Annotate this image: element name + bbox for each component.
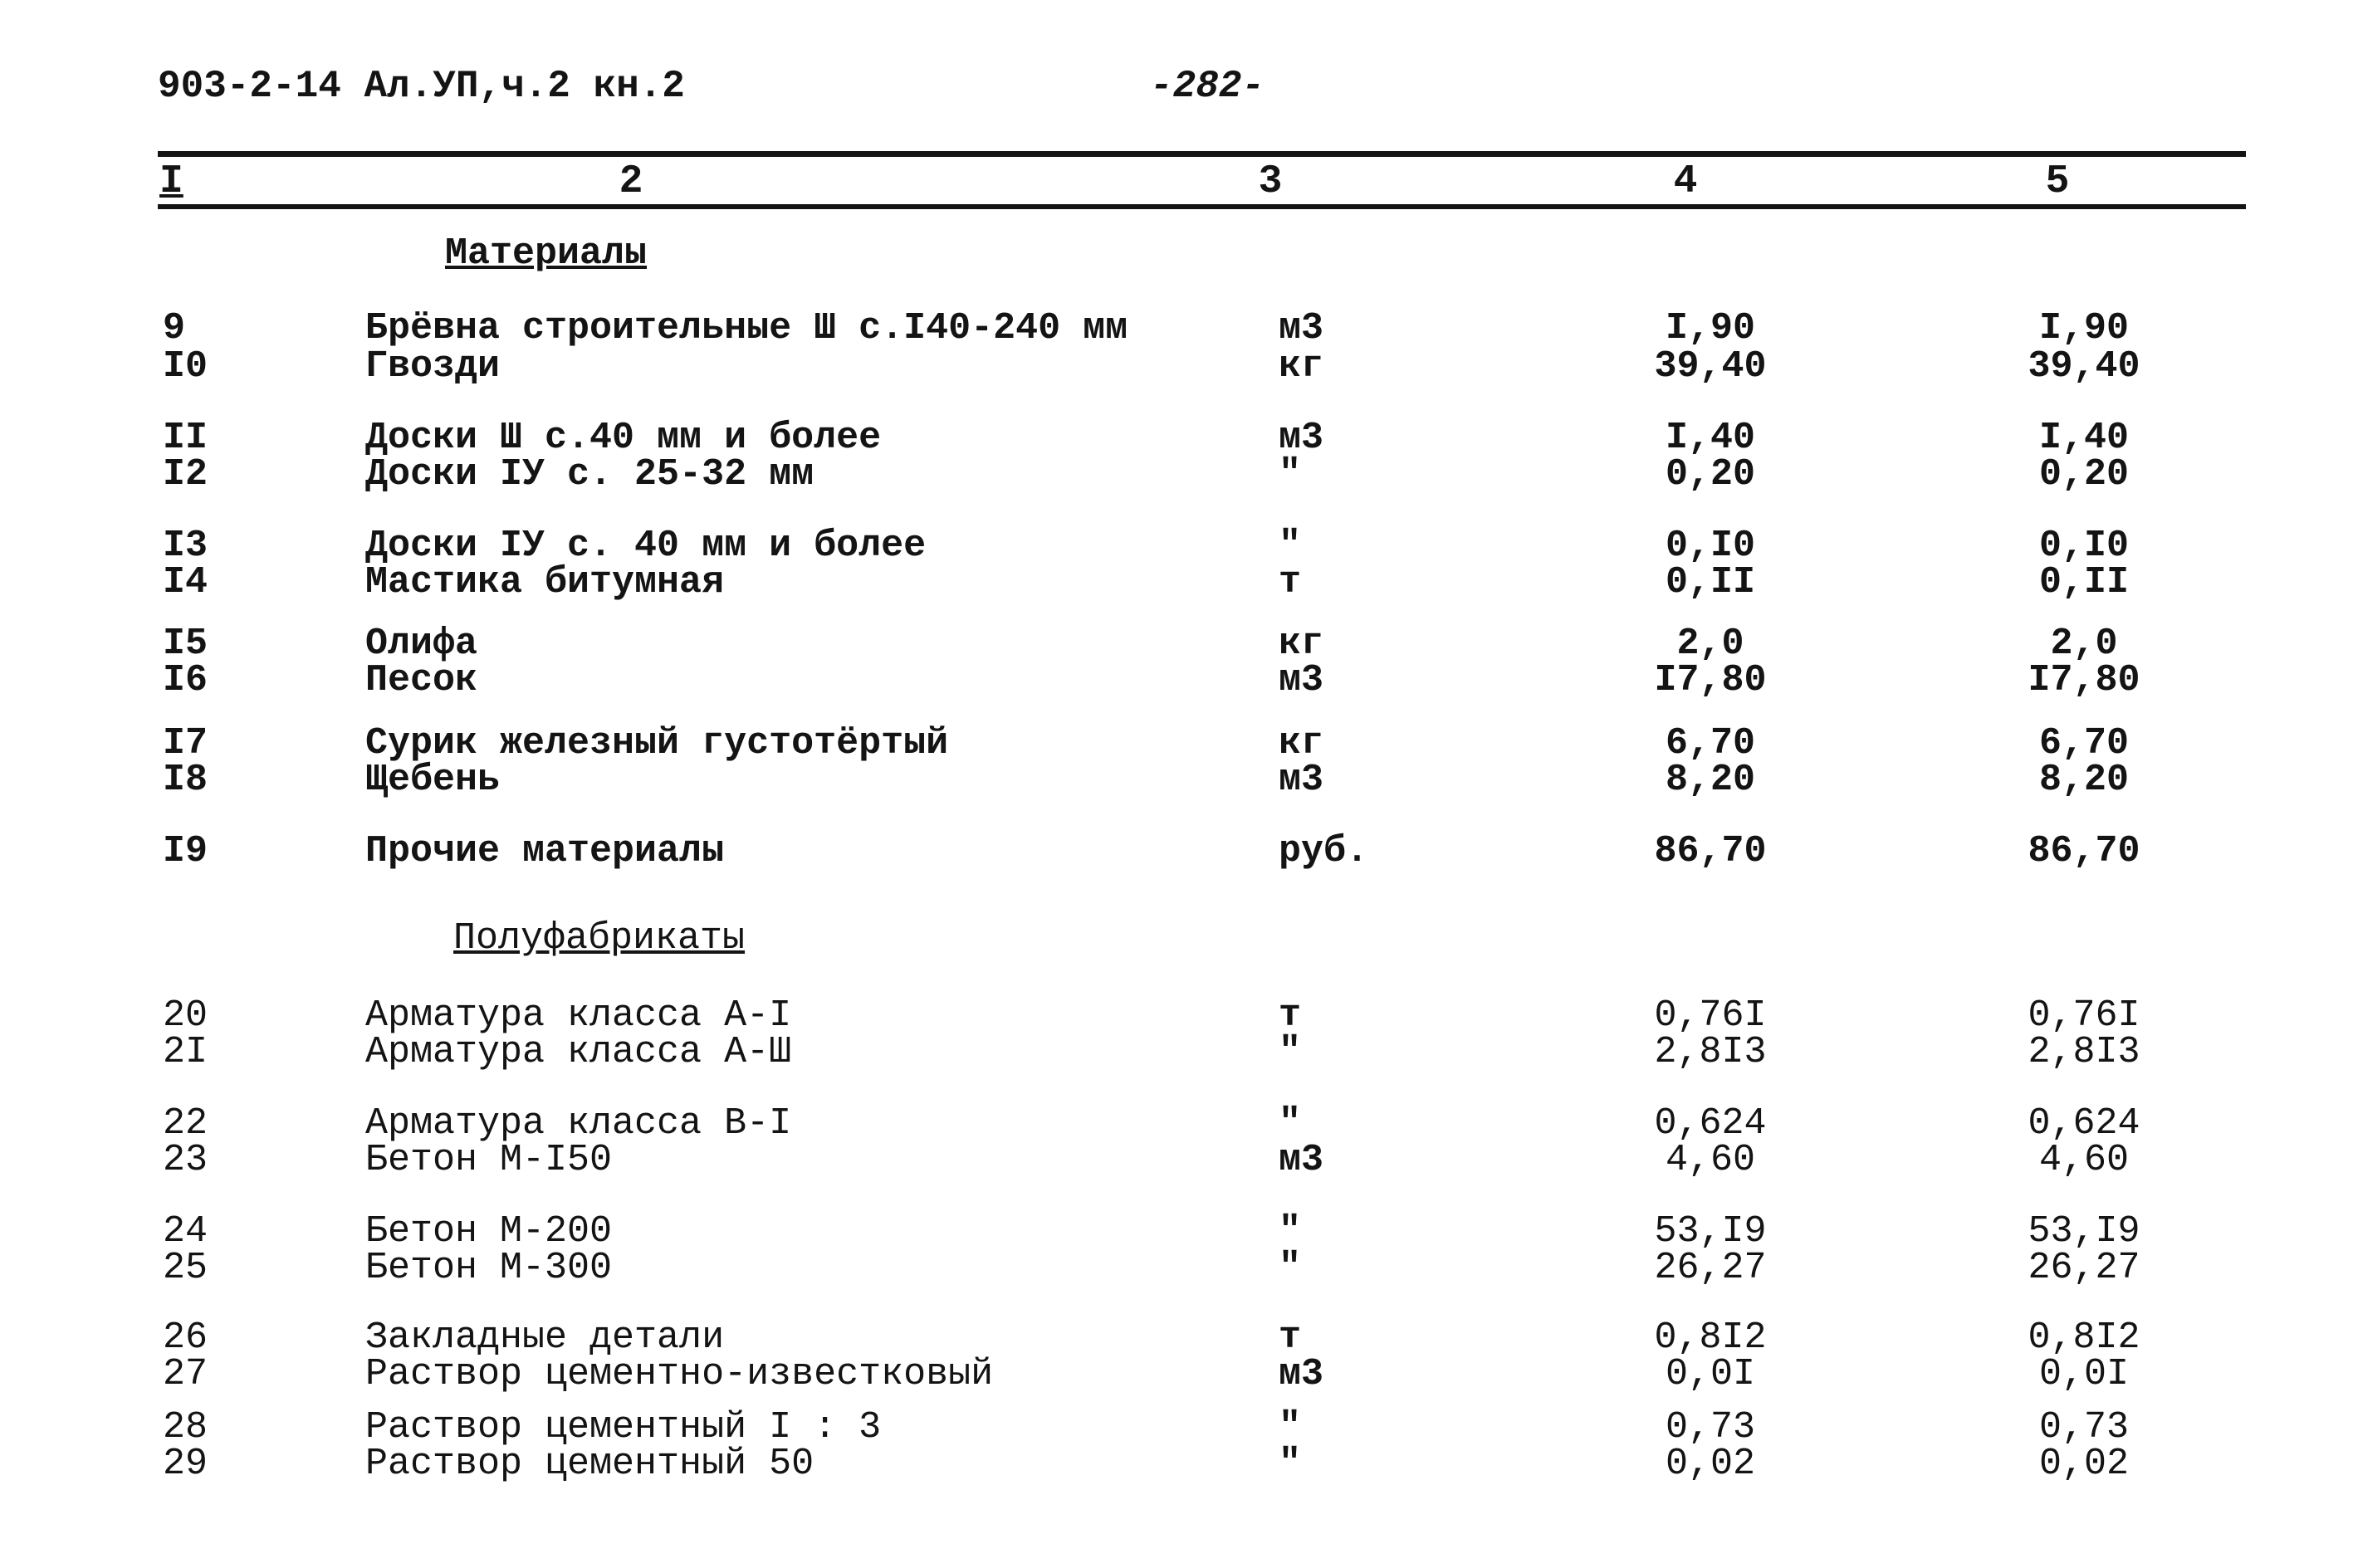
quantity-column-4: 4,60 bbox=[1665, 1139, 1756, 1181]
row-number: 27 bbox=[163, 1353, 208, 1395]
quantity-column-4: 26,27 bbox=[1654, 1247, 1767, 1289]
quantity-column-5: 0,0I bbox=[2038, 1353, 2130, 1395]
quantity-column-5: 0,II bbox=[2038, 561, 2130, 603]
quantity-column-4: 8,20 bbox=[1665, 759, 1756, 801]
table-row bbox=[0, 455, 2353, 495]
quantity-column-5: 4,60 bbox=[2038, 1139, 2130, 1181]
unit-of-measure: т bbox=[1279, 561, 1302, 603]
material-name: Песок bbox=[365, 659, 478, 701]
row-number: 22 bbox=[163, 1102, 208, 1145]
quantity-column-4: 0,II bbox=[1665, 561, 1756, 603]
material-name: Олифа bbox=[365, 623, 478, 665]
table-row bbox=[0, 1444, 2353, 1484]
quantity-column-4: 2,8I3 bbox=[1654, 1031, 1767, 1073]
material-name: Раствор цементный 50 bbox=[365, 1443, 814, 1485]
quantity-column-5: 0,02 bbox=[2038, 1443, 2130, 1485]
quantity-column-5: 6,70 bbox=[2038, 722, 2130, 764]
table-row bbox=[0, 996, 2353, 1036]
unit-of-measure: м3 bbox=[1279, 659, 1324, 701]
row-number: I9 bbox=[163, 830, 208, 872]
row-number: I0 bbox=[163, 345, 208, 388]
table-row bbox=[0, 1212, 2353, 1252]
column-header-4: 4 bbox=[1673, 159, 1698, 204]
table-header-rule bbox=[158, 204, 2246, 209]
table-row bbox=[0, 724, 2353, 764]
row-number: 2I bbox=[163, 1031, 208, 1073]
quantity-column-4: 0,624 bbox=[1654, 1102, 1767, 1145]
quantity-column-4: 0,73 bbox=[1665, 1406, 1756, 1448]
document-reference: 903-2-14 Ал.УП,ч.2 кн.2 bbox=[158, 65, 685, 108]
table-row bbox=[0, 1033, 2353, 1072]
table-row bbox=[0, 418, 2353, 458]
table-row bbox=[0, 1104, 2353, 1144]
row-number: 25 bbox=[163, 1247, 208, 1289]
material-name: Закладные детали bbox=[365, 1316, 725, 1359]
table-row bbox=[0, 832, 2353, 872]
quantity-column-4: 39,40 bbox=[1654, 345, 1767, 388]
material-name: Бетон М-300 bbox=[365, 1247, 613, 1289]
table-row bbox=[0, 1248, 2353, 1288]
quantity-column-4: 0,20 bbox=[1665, 453, 1756, 496]
material-name: Доски IУ с. 40 мм и более bbox=[365, 525, 927, 567]
unit-of-measure: кг bbox=[1279, 722, 1324, 764]
table-row bbox=[0, 1355, 2353, 1395]
unit-of-measure: м3 bbox=[1279, 759, 1324, 801]
table-row bbox=[0, 563, 2353, 603]
quantity-column-5: 2,8I3 bbox=[2028, 1031, 2140, 1073]
material-name: Мастика битумная bbox=[365, 561, 725, 603]
unit-of-measure: т bbox=[1279, 1316, 1302, 1359]
row-number: 26 bbox=[163, 1316, 208, 1359]
material-name: Раствор цементный I : 3 bbox=[365, 1406, 882, 1448]
unit-of-measure: м3 bbox=[1279, 417, 1324, 459]
quantity-column-5: 0,73 bbox=[2038, 1406, 2130, 1448]
quantity-column-4: I,40 bbox=[1665, 417, 1756, 459]
quantity-column-5: 0,I0 bbox=[2038, 525, 2130, 567]
quantity-column-4: 0,8I2 bbox=[1654, 1316, 1767, 1359]
material-name: Сурик железный густотёртый bbox=[365, 722, 949, 764]
column-header-3: 3 bbox=[1258, 159, 1283, 204]
material-name: Прочие материалы bbox=[365, 830, 725, 872]
material-name: Арматура класса А-Ш bbox=[365, 1031, 792, 1073]
quantity-column-5: 0,624 bbox=[2028, 1102, 2140, 1145]
quantity-column-4: 0,0I bbox=[1665, 1353, 1756, 1395]
unit-of-measure: " bbox=[1279, 1406, 1302, 1448]
section-heading-semifinished: Полуфабрикаты bbox=[453, 917, 746, 960]
row-number: I8 bbox=[163, 759, 208, 801]
quantity-column-4: 53,I9 bbox=[1654, 1210, 1767, 1253]
quantity-column-5: 0,20 bbox=[2038, 453, 2130, 496]
material-name: Щебень bbox=[365, 759, 501, 801]
row-number: I5 bbox=[163, 623, 208, 665]
material-name: Брёвна строительные Ш с.I40-240 мм bbox=[365, 307, 1128, 349]
unit-of-measure: " bbox=[1279, 1102, 1302, 1145]
quantity-column-5: I,40 bbox=[2038, 417, 2130, 459]
table-row bbox=[0, 624, 2353, 664]
material-name: Раствор цементно-известковый bbox=[365, 1353, 994, 1395]
quantity-column-5: 26,27 bbox=[2028, 1247, 2140, 1289]
material-name: Доски Ш с.40 мм и более bbox=[365, 417, 882, 459]
quantity-column-5: I,90 bbox=[2038, 307, 2130, 349]
unit-of-measure: м3 bbox=[1279, 1139, 1324, 1181]
table-row bbox=[0, 526, 2353, 566]
unit-of-measure: " bbox=[1279, 453, 1302, 496]
table-row bbox=[0, 760, 2353, 800]
material-name: Гвозди bbox=[365, 345, 501, 388]
unit-of-measure: " bbox=[1279, 1031, 1302, 1073]
quantity-column-4: I7,80 bbox=[1654, 659, 1767, 701]
table-row bbox=[0, 309, 2353, 349]
unit-of-measure: " bbox=[1279, 1210, 1302, 1253]
row-number: 29 bbox=[163, 1443, 208, 1485]
quantity-column-4: 2,0 bbox=[1676, 623, 1744, 665]
quantity-column-5: I7,80 bbox=[2028, 659, 2140, 701]
quantity-column-4: 0,76I bbox=[1654, 994, 1767, 1037]
row-number: I6 bbox=[163, 659, 208, 701]
table-row bbox=[0, 661, 2353, 701]
unit-of-measure: " bbox=[1279, 1247, 1302, 1289]
quantity-column-4: 86,70 bbox=[1654, 830, 1767, 872]
unit-of-measure: " bbox=[1279, 1443, 1302, 1485]
material-name: Арматура класса В-I bbox=[365, 1102, 792, 1145]
material-name: Арматура класса А-I bbox=[365, 994, 792, 1037]
page-number: -282- bbox=[1150, 65, 1265, 108]
column-header-5: 5 bbox=[2045, 159, 2070, 204]
unit-of-measure: м3 bbox=[1279, 1353, 1324, 1395]
quantity-column-5: 0,8I2 bbox=[2028, 1316, 2140, 1359]
quantity-column-5: 2,0 bbox=[2050, 623, 2118, 665]
material-name: Бетон М-I50 bbox=[365, 1139, 613, 1181]
quantity-column-5: 53,I9 bbox=[2028, 1210, 2140, 1253]
column-header-1: I bbox=[159, 159, 183, 204]
row-number: I3 bbox=[163, 525, 208, 567]
row-number: 24 bbox=[163, 1210, 208, 1253]
quantity-column-5: 8,20 bbox=[2038, 759, 2130, 801]
row-number: 23 bbox=[163, 1139, 208, 1181]
table-row bbox=[0, 1408, 2353, 1448]
row-number: II bbox=[163, 417, 208, 459]
quantity-column-4: 6,70 bbox=[1665, 722, 1756, 764]
unit-of-measure: м3 bbox=[1279, 307, 1324, 349]
table-row bbox=[0, 1318, 2353, 1358]
material-name: Доски IУ с. 25-32 мм bbox=[365, 453, 814, 496]
quantity-column-5: 0,76I bbox=[2028, 994, 2140, 1037]
row-number: I4 bbox=[163, 561, 208, 603]
table-top-rule bbox=[158, 151, 2246, 157]
row-number: 9 bbox=[163, 307, 186, 349]
unit-of-measure: " bbox=[1279, 525, 1302, 567]
column-header-2: 2 bbox=[619, 159, 643, 204]
quantity-column-4: 0,02 bbox=[1665, 1443, 1756, 1485]
unit-of-measure: руб. bbox=[1279, 830, 1369, 872]
unit-of-measure: кг bbox=[1279, 345, 1324, 388]
section-heading-materials: Материалы bbox=[445, 232, 648, 275]
row-number: 28 bbox=[163, 1406, 208, 1448]
material-name: Бетон М-200 bbox=[365, 1210, 613, 1253]
quantity-column-5: 39,40 bbox=[2028, 345, 2140, 388]
unit-of-measure: кг bbox=[1279, 623, 1324, 665]
row-number: I2 bbox=[163, 453, 208, 496]
quantity-column-5: 86,70 bbox=[2028, 830, 2140, 872]
table-row bbox=[0, 347, 2353, 387]
quantity-column-4: I,90 bbox=[1665, 307, 1756, 349]
row-number: I7 bbox=[163, 722, 208, 764]
table-row bbox=[0, 1141, 2353, 1180]
unit-of-measure: т bbox=[1279, 994, 1302, 1037]
quantity-column-4: 0,I0 bbox=[1665, 525, 1756, 567]
row-number: 20 bbox=[163, 994, 208, 1037]
